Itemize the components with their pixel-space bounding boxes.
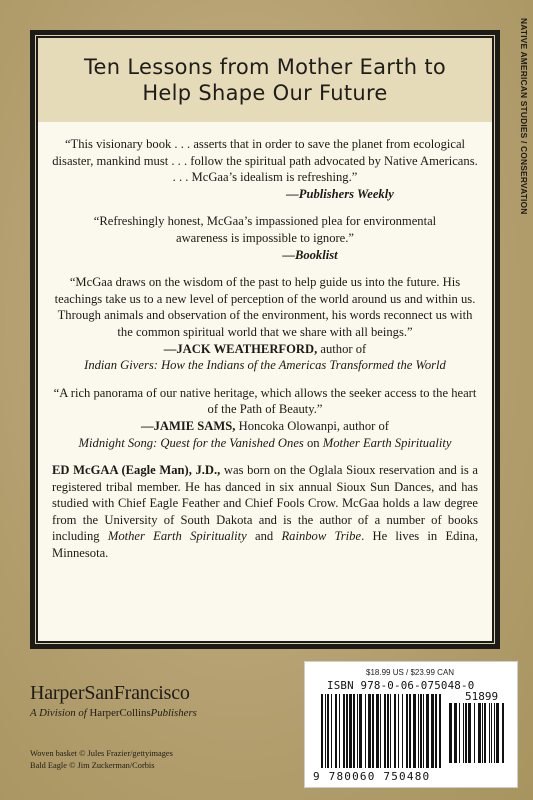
barcode-bar [431,694,434,768]
barcode-bar [482,703,483,763]
barcode-bar [390,694,391,768]
bio-book-2: Rainbow Tribe [281,529,362,544]
quote-author: —JAMIE SAMS, [140,418,236,433]
credit-line-1: Woven basket © Jules Frazier/gettyimages [30,749,173,758]
bio-text-2: and [246,529,282,544]
publisher-division: A Division of HarperCollinsPublishers [30,707,197,719]
barcode-bar [398,694,399,768]
publisher-imprint [30,682,197,719]
quote-book-title-2: Mother Earth Spirituality [322,435,452,450]
barcode-bar [402,694,403,768]
barcode-bar [394,694,396,768]
barcode-bar [449,703,452,763]
ean-number: 9 780060 750480 [313,770,431,783]
quote-author-role: Honcoka Olowanpi, author of [235,418,389,433]
blurbs [38,122,492,641]
barcode-bar [463,703,464,763]
quote-author-role: author of [317,341,367,356]
bio-text-3: . He lives in Edina, Minnesota. [52,529,478,561]
quote-jack-weatherford [52,274,478,374]
barcode-bar [465,703,467,763]
barcode-bar [502,703,504,763]
isbn-label: ISBN 978-0-06-075048-0 [327,679,475,692]
barcode-bar [494,703,495,763]
barcode-box [304,661,518,788]
panel-paper [38,38,492,641]
quote-book-title: Midnight Song: Quest for the Vanished Ones [78,435,304,450]
barcode-bar [349,694,352,768]
barcode-bar [325,694,326,768]
barcode-bar [418,694,419,768]
quote-text: “This visionary book . . . asserts that in order to save the planet from ecological disaster, mankind must . . . follow the spiritual path advocated by Native Americans. . . . McGaa’s idealism is refreshing.” [52,137,478,185]
barcode-bar [365,694,366,768]
author-bio [52,462,478,562]
barcode-bar [331,694,332,768]
bio-author-name: ED McGAA (Eagle Man), J.D., [52,463,221,478]
barcode-bar [454,703,457,763]
quote-text: “A rich panorama of our native heritage, which allows the seeker access to the heart of the Path of Beauty.” [53,385,477,417]
barcode-bar [368,694,371,768]
barcode-bar [478,703,481,763]
barcode-bar [346,694,348,768]
barcode-bar [423,694,424,768]
barcode-bar [489,703,490,763]
quote-source: —Publishers Weekly [286,186,394,201]
barcode-bar [491,703,492,763]
barcode-bar [380,694,381,768]
barcode-bar [357,694,358,768]
ean-barcode [321,694,445,770]
barcode-bar [387,694,389,768]
quote-booklist [52,213,478,263]
barcode-bar [474,703,475,763]
credit-line-2: Bald Eagle © Jim Zuckerman/Corbis [30,761,155,770]
barcode-bar [496,703,499,763]
quote-author: —JACK WEATHERFORD, [163,341,318,356]
addon-barcode [449,703,507,763]
publisher-name: HarperSanFrancisco [30,682,190,704]
barcode-bar [406,694,408,768]
barcode-bar [420,694,422,768]
barcode-bar [384,694,386,768]
bio-book-1: Mother Earth Spirituality [107,529,247,544]
barcode-bar [359,694,362,768]
price-label: $18.99 US / $23.99 CAN [366,668,455,677]
barcode-bar [353,694,355,768]
barcode-bar [339,694,340,768]
barcode-bar [459,703,460,763]
barcode-bar [335,694,337,768]
bio-text-1: was born on the Oglala Sioux reservation and is a registered tribal member. He has danced in six annual Sioux Sun Dances, and has studied with Chief Eagle Feather and Chief Fools Crow. McGaa holds a law degree from the University of South Dakota and is the author of a number of books including [52,463,478,544]
content-panel [30,30,500,649]
barcode-bar [468,703,471,763]
quote-jamie-sams [52,385,478,451]
quote-book-title: Indian Givers: How the Indians of the Americas Transformed the World [84,358,446,373]
title-band [38,38,492,122]
barcode-bar [413,694,416,768]
barcode-bar [439,694,441,768]
quote-source: —Booklist [282,247,338,262]
quote-text: “Refreshingly honest, McGaa’s impassioned plea for environmental awareness is impossible to ignore.” [93,214,437,245]
barcode-bar [435,694,437,768]
barcode-bar [426,694,429,768]
addon-number: 51899 [465,690,499,703]
barcode-bar [327,694,329,768]
title-line-1: Ten Lessons from Mother Earth to [83,55,447,79]
barcode-bar [372,694,374,768]
photo-credits [30,748,173,772]
spine-category: NATIVE AMERICAN STUDIES / CONSERVATION [519,18,529,215]
quote-publishers-weekly [52,136,478,202]
barcode-bar [376,694,379,768]
quote-conjunction: on [303,435,323,450]
barcode-bar [321,694,323,768]
barcode-bar [409,694,411,768]
quote-text: “McGaa draws on the wisdom of the past to help guide us into the future. His teachings take us to a new level of perception of the world around us and within us. Through animals and observation of the environment, his words reconnect us with the common spiritual world that we share with all beings.” [54,275,476,339]
title-line-2: Help Shape Our Future [142,81,388,105]
barcode-bar [343,694,345,768]
barcode-bar [484,703,486,763]
